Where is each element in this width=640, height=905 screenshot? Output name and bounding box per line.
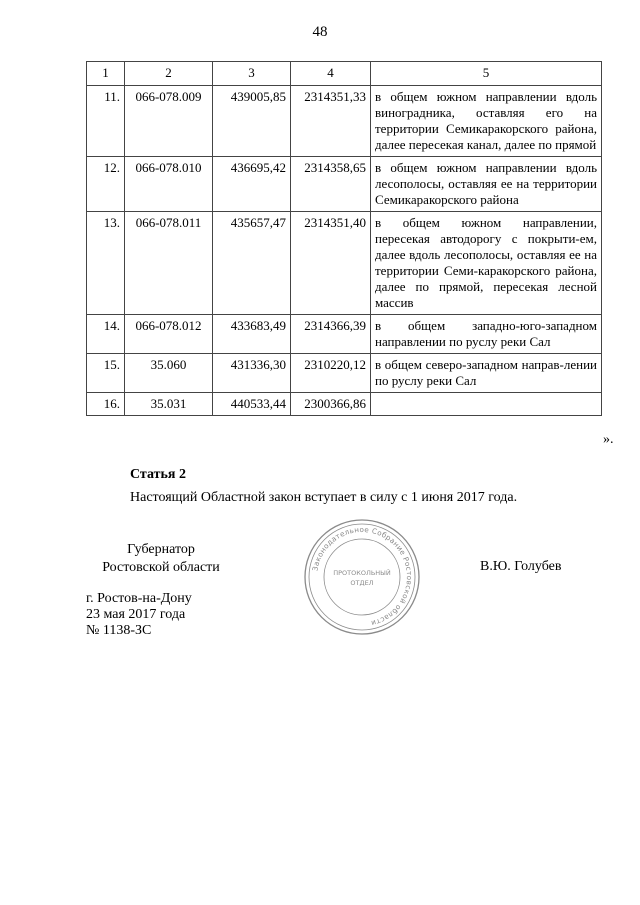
boundary-description [371,393,602,416]
coordinate-x: 431336,30 [213,354,291,393]
table-row [87,86,602,157]
stamp-center-text: ПРОТОКОЛЬНЫЙ [333,569,391,577]
position-line: Губернатор [127,542,195,557]
page-number: 48 [312,24,328,40]
date: 23 мая 2017 года [86,607,186,622]
table-header-cell: 4 [291,62,371,86]
point-id: 066-078.009 [125,86,213,157]
boundary-description: в общем западно-юго-западном направлении по руслу реки Сал [371,315,602,354]
law-number: № 1138-ЗС [86,623,152,638]
point-id: 066-078.010 [125,157,213,212]
row-number: 16. [87,393,125,416]
signatory-name: В.Ю. Голубев [480,559,562,574]
table-header-cell: 3 [213,62,291,86]
stamp-center-text: ОТДЕЛ [350,579,374,587]
boundary-points-table [86,61,602,416]
coordinate-y: 2314358,65 [291,157,371,212]
row-number: 11. [87,86,125,157]
table-row [87,393,602,416]
coordinate-x: 436695,42 [213,157,291,212]
coordinate-y: 2314351,40 [291,212,371,315]
boundary-description: в общем южном направлении вдоль лесополосы, оставляя ее на территории Семикаракорского района [371,157,602,212]
row-number: 13. [87,212,125,315]
table-row [87,212,602,315]
table-header-cell: 1 [87,62,125,86]
coordinate-x: 440533,44 [213,393,291,416]
point-id: 35.031 [125,393,213,416]
table-row [87,315,602,354]
table-header-row [87,62,602,86]
table-row [87,157,602,212]
point-id: 066-078.012 [125,315,213,354]
place-and-date [86,591,192,639]
coordinate-y: 2310220,12 [291,354,371,393]
point-id: 066-078.011 [125,212,213,315]
row-number: 15. [87,354,125,393]
boundary-description: в общем южном направлении вдоль виноградника, оставляя его на территории Семикаракорского района, далее пересекая канал, далее по прямой [371,86,602,157]
official-stamp [303,518,421,636]
coordinate-y: 2300366,86 [291,393,371,416]
table-header-cell: 5 [371,62,602,86]
point-id: 35.060 [125,354,213,393]
table-row [87,354,602,393]
coordinate-x: 435657,47 [213,212,291,315]
row-number: 14. [87,315,125,354]
article-text: Настоящий Областной закон вступает в силу с 1 июня 2017 года. [130,490,518,505]
coordinate-y: 2314351,33 [291,86,371,157]
city: г. Ростов-на-Дону [86,591,192,606]
stamp-ring-text: Законодательное Собрание Ростовской области [310,524,415,629]
position-line: Ростовской области [102,560,220,575]
boundary-description: в общем южном направлении, пересекая автодорогу с покрыти-ем, далее вдоль лесополосы, оставляя ее на территории Семи-каракорского района, далее по прямой, пересекая лесной массив [371,212,602,315]
coordinate-x: 439005,85 [213,86,291,157]
table-header-cell: 2 [125,62,213,86]
coordinate-x: 433683,49 [213,315,291,354]
boundary-description: в общем северо-западном направ-лении по руслу реки Сал [371,354,602,393]
closing-quote-mark: ». [603,432,614,447]
coordinate-y: 2314366,39 [291,315,371,354]
row-number: 12. [87,157,125,212]
signatory-position [86,541,236,577]
article-title: Статья 2 [130,467,186,482]
